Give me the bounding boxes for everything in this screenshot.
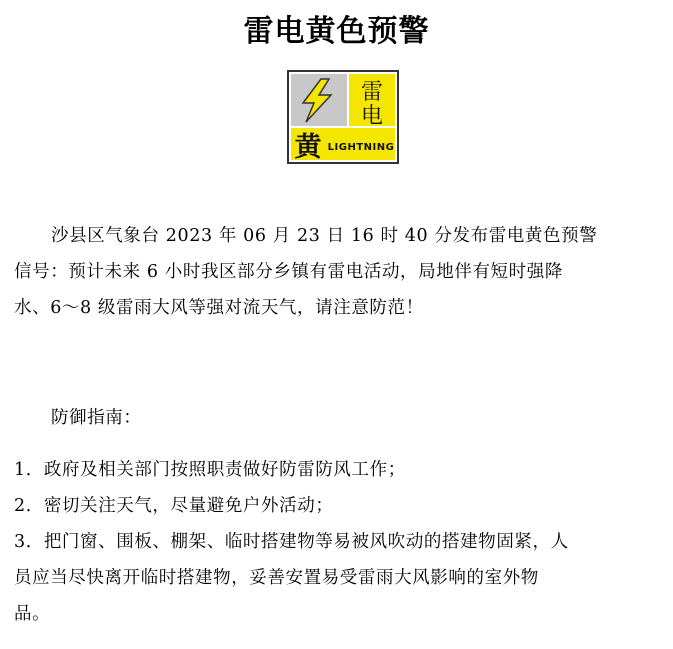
notice-line: 沙县区气象台 2023 年 06 月 23 日 16 时 40 分发布雷电黄色预警: [51, 226, 598, 246]
badge-char-huang: 黄: [294, 132, 322, 163]
notice-line: 信号：预计未来 6 小时我区部分乡镇有雷电活动，局地伴有短时强降: [14, 262, 563, 282]
badge-char-lei: 雷: [360, 80, 384, 105]
lightning-badge-icon: [287, 70, 399, 164]
guide-item: 3．把门窗、围板、棚架、临时搭建物等易被风吹动的搭建物固紧，人: [14, 532, 569, 552]
guide-item: 1．政府及相关部门按照职责做好防雷防风工作；: [14, 460, 406, 480]
defense-guide: [14, 400, 644, 436]
warning-notice: [14, 218, 644, 326]
guide-item-continued: 品。: [14, 604, 51, 624]
page-title: 雷电黄色预警: [243, 14, 430, 49]
guide-item: 2．密切关注天气，尽量避免户外活动；: [14, 496, 334, 516]
guide-item-continued: 员应当尽快离开临时搭建物，妥善安置易受雷雨大风影响的室外物: [14, 568, 539, 588]
lightning-yellow-warning-badge: [287, 70, 399, 164]
guide-heading: 防御指南：: [51, 408, 142, 428]
badge-char-dian: 电: [360, 104, 384, 129]
notice-line: 水、6～8 级雷雨大风等强对流天气，请注意防范！: [14, 298, 424, 318]
badge-english-label: LIGHTNING: [327, 142, 395, 153]
guide-list: [14, 452, 644, 632]
